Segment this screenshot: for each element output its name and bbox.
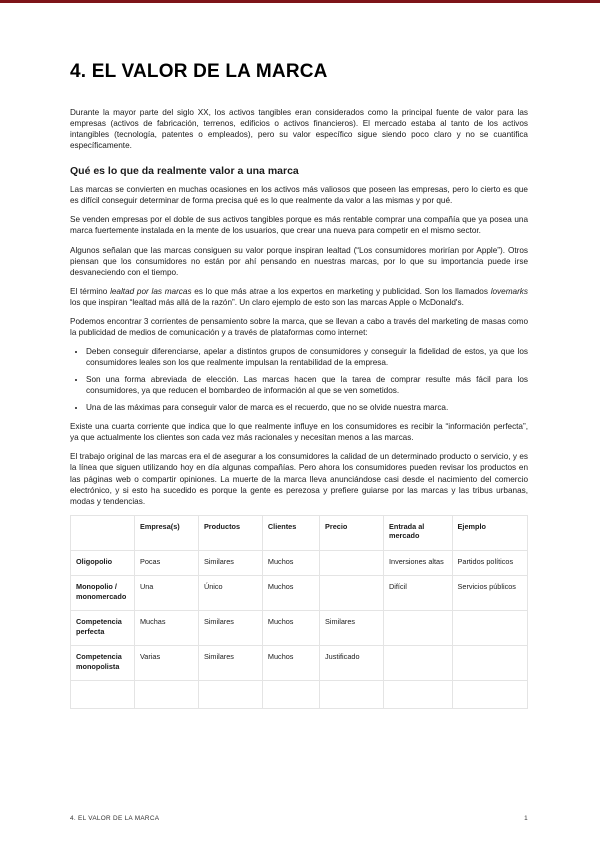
page-title: 4. EL VALOR DE LA MARCA (70, 61, 328, 82)
table-cell: Muchos (262, 646, 319, 681)
table-header-entrada: Entrada al mercado (384, 515, 453, 550)
table-cell (134, 681, 198, 709)
table-header-row (71, 515, 528, 550)
table-row (71, 576, 528, 611)
paragraph-5: Podemos encontrar 3 corrientes de pensamiento sobre la marca, que se llevan a cabo a través del marketing de masas como la publicidad de medios de comunicación y a través de plataformas como internet: (70, 316, 528, 337)
term-lovemarks: lovemarks (490, 286, 528, 296)
table-cell: Similares (198, 550, 262, 575)
table-cell: Muchos (262, 611, 319, 646)
table-cell (384, 646, 453, 681)
table-row (71, 550, 528, 575)
table-cell: Justificado (320, 646, 384, 681)
table-cell: Pocas (134, 550, 198, 575)
section-heading: Qué es lo que da realmente valor a una marca (70, 165, 299, 178)
table-cell: Servicios públicos (452, 576, 527, 611)
paragraph-1: Las marcas se convierten en muchas ocasiones en los activos más valiosos que poseen las empresas, pero lo cierto es que es difícil conseguir determinar de forma precisa qué es lo que realmente da valor a las mismas y por qué. (70, 185, 528, 206)
table-header-empresa: Empresa(s) (134, 515, 198, 550)
table-cell: Similares (198, 611, 262, 646)
table-header-precio: Precio (320, 515, 384, 550)
table-row (71, 646, 528, 681)
table-cell: Muchos (262, 550, 319, 575)
bullet-item-3: • Una de las máximas para conseguir valor de marca es el recuerdo, que no se olvide nuestra marca. (86, 402, 528, 413)
paragraph-3: Algunos señalan que las marcas consiguen su valor porque inspiran lealtad (“Los consumidores morirían por Apple”). Otros piensan que los consumidores no están por ahí pensando en nuestras marcas, por lo que su importancia puede irse desvaneciendo con el tiempo. (70, 245, 528, 277)
table-header-ejemplo: Ejemplo (452, 515, 527, 550)
table-header-clientes: Clientes (262, 515, 319, 550)
table-header-productos: Productos (198, 515, 262, 550)
paragraph-4 (70, 286, 528, 308)
row-label-monopolio: Monopolio / monomercado (71, 576, 135, 611)
table-cell (320, 576, 384, 611)
paragraph-7: El trabajo original de las marcas era el de asegurar a los consumidores la calidad de un determinado producto o servicio, y es la línea que siguen utilizando hoy en día algunas compañías. Pero ahora los consumidores pueden revisar los productos en las páginas web o compartir opiniones. La muerte de la marca lleva anunciándose casi desde el nacimiento del comercio electrónico, y si esto ha sucedido es porque la gente es perezosa y prefiere guiarse por las marcas y las tribus urbanas, modas y tendencias. (70, 452, 528, 506)
table-cell (452, 681, 527, 709)
table-cell (452, 646, 527, 681)
table-cell (262, 681, 319, 709)
table-cell: Muchos (262, 576, 319, 611)
table-cell (452, 611, 527, 646)
table-cell (320, 681, 384, 709)
table-header-blank (71, 515, 135, 550)
table-cell: Inversiones altas (384, 550, 453, 575)
bullet-list (70, 346, 528, 413)
bullet-item-1: • Deben conseguir diferenciarse, apelar a distintos grupos de consumidores y conseguir la fidelidad de estos, ya que los consumidores leales son los que realmente impulsan la rentabilidad de la empresa. (86, 346, 528, 368)
bullet-item-2: • Son una forma abreviada de elección. Las marcas hacen que la tarea de comprar resulte más fácil para los consumidores, ya que reducen el bombardeo de información al que se ven sometidos. (86, 374, 528, 396)
table-empty-row (71, 681, 528, 709)
table-cell: Partidos políticos (452, 550, 527, 575)
row-label-competencia-perfecta: Competencia perfecta (71, 611, 135, 646)
page-content (70, 61, 528, 709)
paragraph-4-part-a: El término (70, 286, 111, 296)
table-cell: Similares (320, 611, 384, 646)
market-structures-table (70, 515, 528, 709)
paragraph-4-part-c: es lo que más atrae a los expertos en marketing y publicidad. Son los llamados (191, 286, 491, 296)
page-footer (70, 815, 528, 822)
table-cell (384, 611, 453, 646)
row-label-oligopolio: Oligopolio (71, 550, 135, 575)
paragraph-2: Se venden empresas por el doble de sus activos tangibles porque es más rentable comprar una compañía que ya posea una marca fuertemente instalada en la mente de los usuarios, que crear una nueva para competir en el mismo sector. (70, 215, 528, 236)
table-cell: Una (134, 576, 198, 611)
table-row (71, 611, 528, 646)
table-cell (198, 681, 262, 709)
row-label-competencia-monopolista: Competencia monopolista (71, 646, 135, 681)
table-cell: Similares (198, 646, 262, 681)
table-cell: Muchas (134, 611, 198, 646)
table-cell (384, 681, 453, 709)
table-cell (320, 550, 384, 575)
paragraph-6: Existe una cuarta corriente que indica que lo que realmente influye en los consumidores es recibir la “información perfecta”, ya que actualmente los clientes son cada vez más racionales y necesitan menos a las marcas. (70, 422, 528, 443)
footer-title: 4. EL VALOR DE LA MARCA (70, 815, 160, 822)
intro-paragraph: Durante la mayor parte del siglo XX, los activos tangibles eran considerados como la principal fuente de valor para las empresas (activos de fabricación, terrenos, edificios o activos financieros). El mercado estaba al tanto de los activos intangibles (tecnología, patentes o empleados), pero su valor específico sigue siendo poco claro y no se cuantifica específicamente. (70, 108, 528, 151)
table-cell (71, 681, 135, 709)
term-lealtad: lealtad por las marcas (110, 286, 192, 296)
table-cell: Único (198, 576, 262, 611)
paragraph-4-part-e: los que inspiran “lealtad más allá de la razón”. Un claro ejemplo de esto son las marcas Apple o McDonald's. (70, 297, 464, 307)
table-cell: Varias (134, 646, 198, 681)
table-cell: Difícil (384, 576, 453, 611)
footer-page-number: 1 (524, 815, 528, 822)
